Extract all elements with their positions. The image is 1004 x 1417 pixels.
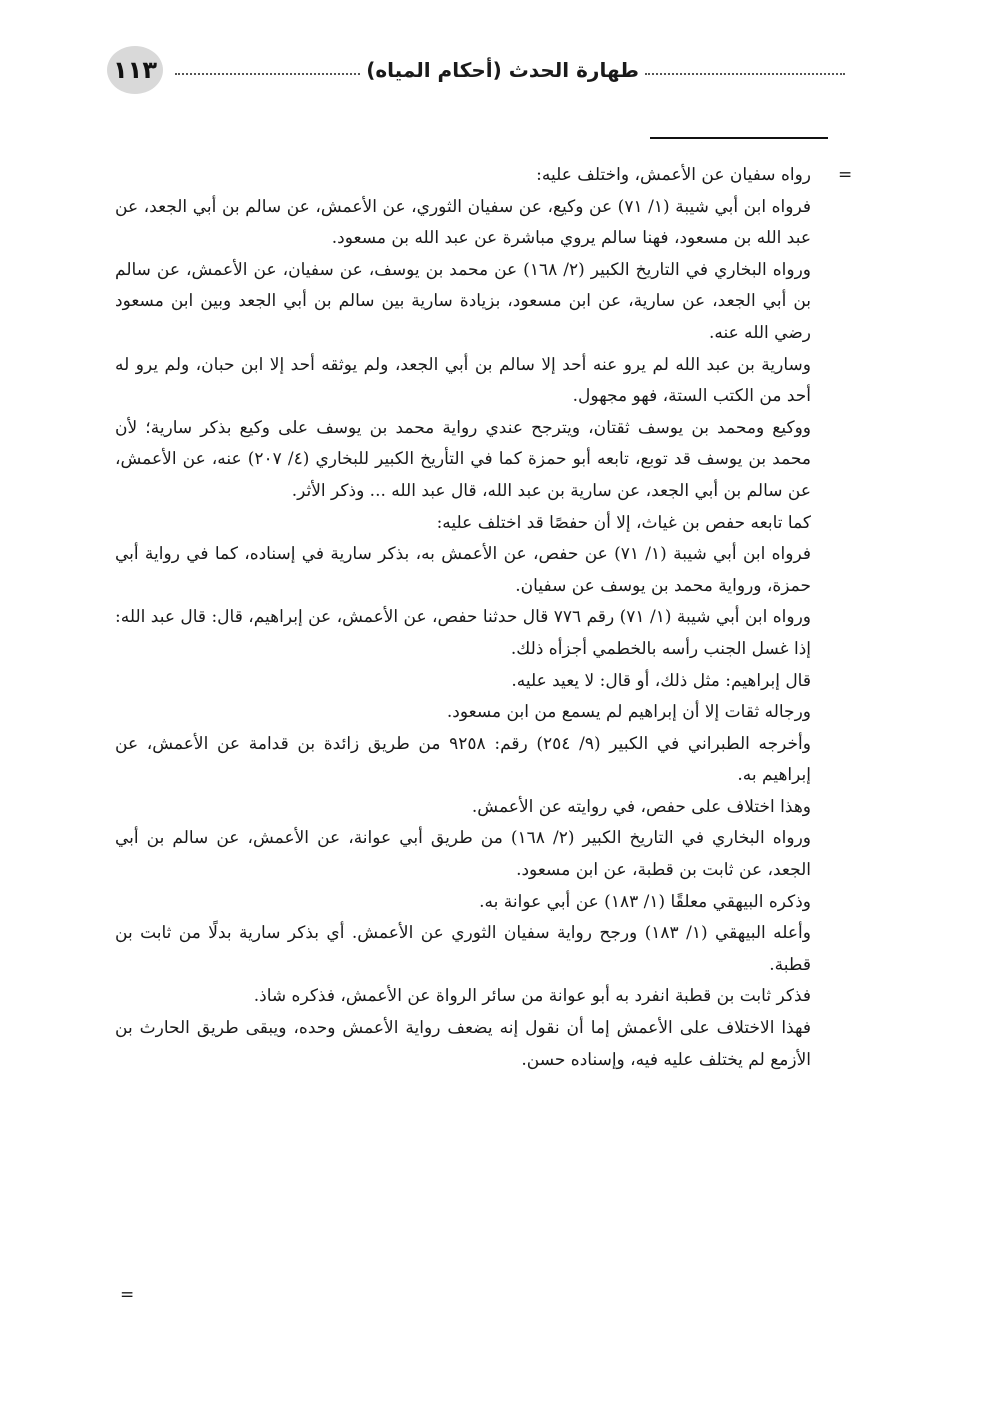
paragraph: ووكيع ومحمد بن يوسف ثقتان، ويترجح عندي رواية محمد بن يوسف على وكيع بذكر سارية؛ لأن محمد بن يوسف قد توبع، تابعه أبو حمزة كما في التأريخ الكبير للبخاري (٤/ ٢٠٧) عنه، عن الأعمش، عن سالم بن أبي الجعد، عن سارية بن عبد الله، قال عبد الله ... وذكر الأثر. [115, 417, 811, 501]
paragraph: رواه سفيان عن الأعمش، واختلف عليه: [536, 165, 811, 185]
header-dotted-leader-left [175, 73, 360, 75]
page-number: ١١٣ [107, 46, 163, 94]
paragraph: ورواه البخاري في التاريخ الكبير (٢/ ١٦٨) من طريق أبي عوانة، عن الأعمش، عن سالم بن أبي الجعد، عن ثابت بن قطبة، عن ابن مسعود. [115, 828, 812, 881]
paragraph: فهذا الاختلاف على الأعمش إما أن نقول إنه يضعف رواية الأعمش وحده، ويبقى طريق الحارث بن الأزمع لم يختلف عليه فيه، وإسناده حسن. [115, 1018, 811, 1070]
paragraph: كما تابعه حفص بن غياث، إلا أن حفصًا قد اختلف عليه: [436, 512, 811, 533]
paragraph: ورجاله ثقات إلا أن إبراهيم لم يسمع من ابن مسعود. [446, 702, 811, 723]
paragraph: وذكره البيهقي معلقًا (١/ ١٨٣) عن أبي عوانة به. [479, 891, 811, 912]
paragraph: وأعله البيهقي (١/ ١٨٣) ورجح رواية سفيان الثوري عن الأعمش. أي بذكر سارية بدلًا من ثابت بن قطبة. [115, 923, 811, 975]
paragraph: وهذا اختلاف على حفص، في روايته عن الأعمش. [471, 796, 811, 817]
header-dotted-leader-right [645, 73, 845, 75]
continuation-mark-top: = [838, 165, 853, 185]
footnote-body [115, 160, 811, 1076]
running-header [175, 50, 845, 90]
paragraph: ورواه البخاري في التاريخ الكبير (٢/ ١٦٨) عن محمد بن يوسف، عن سفيان، عن الأعمش، عن سالم بن أبي الجعد، عن سارية، عن ابن مسعود، بزيادة سارية بين سالم بن أبي الجعد وبين ابن مسعود رضي الله عنه. [115, 259, 811, 343]
paragraph: ورواه ابن أبي شيبة (١/ ٧١) رقم ٧٧٦ قال حدثنا حفص، عن الأعمش، عن إبراهيم، قال: قال عبد الله: إذا غسل الجنب رأسه بالخطمي أجزأه ذلك. [115, 607, 811, 659]
page-header [105, 40, 845, 100]
running-title: طهارة الحدث (أحكام المياه) [366, 58, 639, 82]
footnote-separator-rule [650, 137, 828, 139]
paragraph: وأخرجه الطبراني في الكبير (٩/ ٢٥٤) رقم: ٩٢٥٨ من طريق زائدة بن قدامة عن الأعمش، عن إبراهيم به. [115, 733, 811, 786]
paragraph: وسارية بن عبد الله لم يرو عنه أحد إلا سالم بن أبي الجعد، ولم يوثقه أحد إلا ابن حبان، ولم يرو له أحد من الكتب الستة، فهو مجهول. [115, 354, 811, 407]
paragraph: قال إبراهيم: مثل ذلك، أو قال: لا يعيد عليه. [511, 670, 811, 691]
paragraph: فذكر ثابت بن قطبة انفرد به أبو عوانة من سائر الرواة عن الأعمش، فذكره شاذ. [253, 986, 811, 1007]
continuation-mark-bottom: = [120, 1285, 135, 1305]
paragraph: فرواه ابن أبي شيبة (١/ ٧١) عن حفص، عن الأعمش به، بذكر سارية في إسناده، كما في رواية أبي حمزة، ورواية محمد بن يوسف عن سفيان. [115, 544, 811, 596]
paragraph: فرواه ابن أبي شيبة (١/ ٧١) عن وكيع، عن سفيان الثوري، عن الأعمش، عن سالم بن أبي الجعد، عن عبد الله بن مسعود، فهنا سالم يروي مباشرة عن عبد الله بن مسعود. [115, 196, 811, 249]
